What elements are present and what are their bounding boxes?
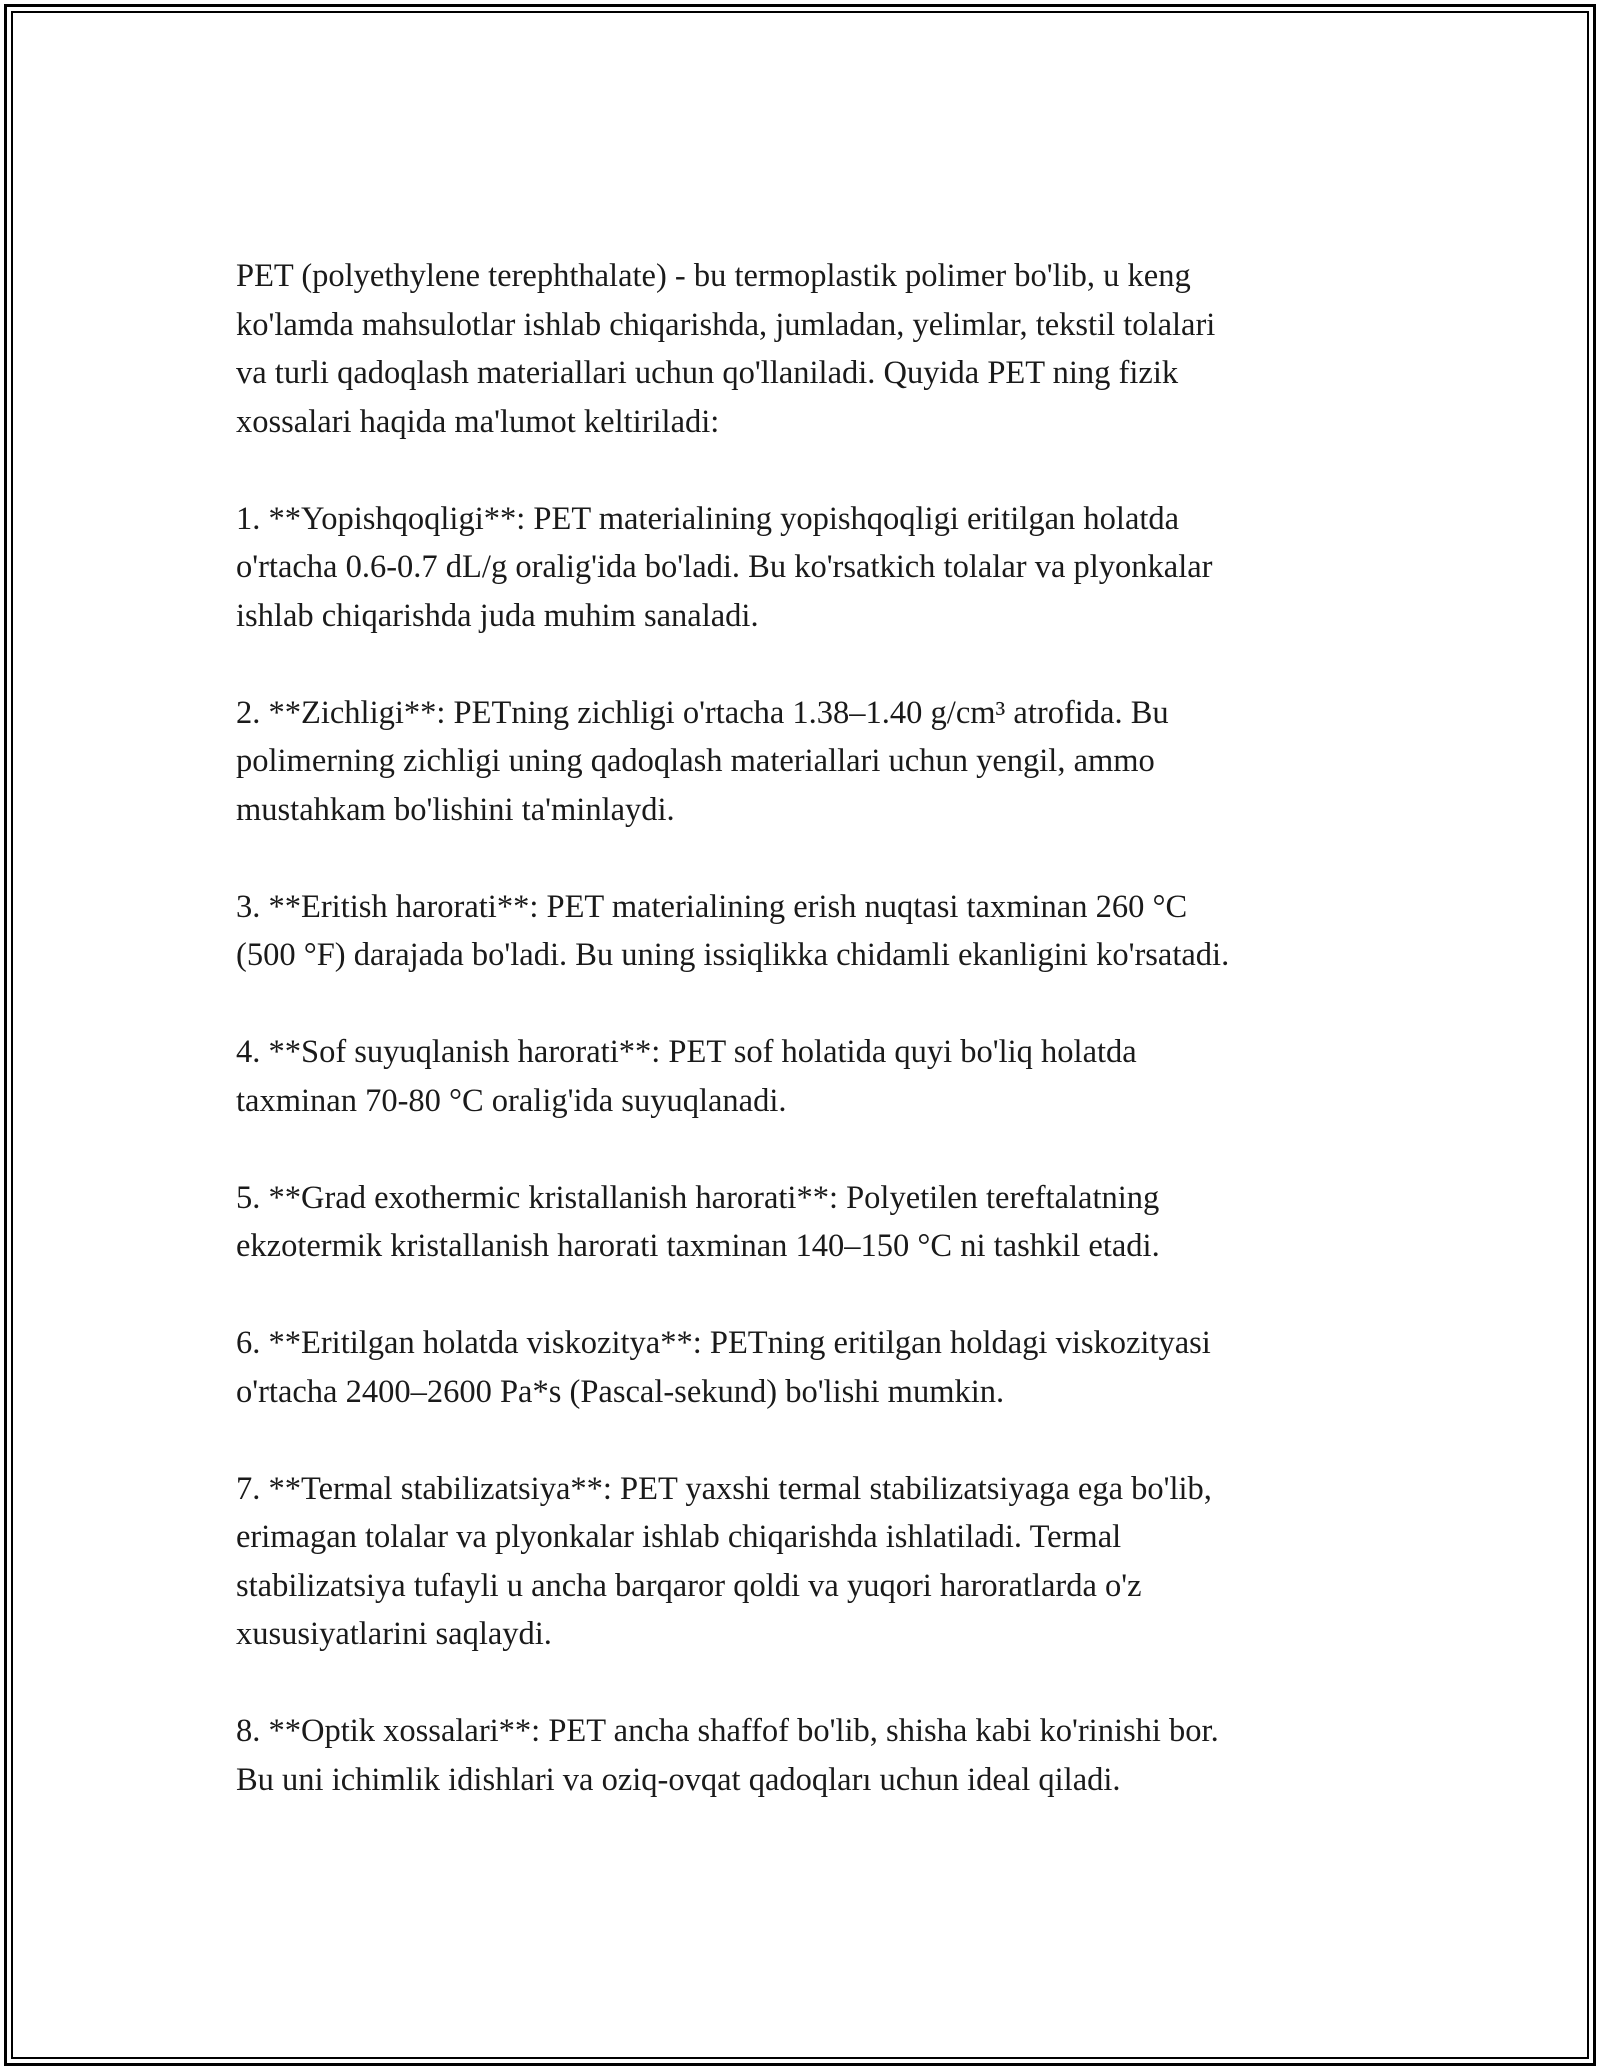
list-item-thermal-stabilization: 7. **Termal stabilizatsiya**: PET yaxshi termal stabilizatsiyaga ega bo'lib, erimagan tolalar va plyonkalar ishlab chiqarishda ishlatiladi. Termal stabilizatsiya tufayli u ancha barqaror qoldi va yuqori haroratlarda o'z xususiyatlarini saqlaydi.: [236, 1470, 1212, 1652]
list-item-melt-viscosity: 6. **Eritilgan holatda viskozitya**: PETning eritilgan holdagi viskozityasi o'rtacha 2400–2600 Pa*s (Pascal-sekund) bo'lishi mumkin.: [236, 1325, 1211, 1410]
list-item-optical-properties: 8. **Optik xossalari**: PET ancha shaffof bo'lib, shisha kabi ko'rinishi bor. Bu uni ichimlik idishlari va oziq-ovqat qadoqları uchun ideal qiladi.: [236, 1713, 1219, 1798]
document-body: [236, 252, 1386, 1853]
list-item-density: 2. **Zichligi**: PETning zichligi o'rtacha 1.38–1.40 g/cm³ atrofida. Bu polimerning zichligi uning qadoqlash materiallari uchun yengil, ammo mustahkam bo'lishini ta'minlaydi.: [236, 694, 1169, 828]
list-item-pure-melting-temperature: 4. **Sof suyuqlanish harorati**: PET sof holatida quyi bo'liq holatda taxminan 70-80 °C oralig'ida suyuqlanadi.: [236, 1034, 1137, 1119]
list-item-crystallization-temperature: 5. **Grad exothermic kristallanish harorati**: Polyetilen tereftalatning ekzotermik kristallanish harorati taxminan 140–150 °C ni tashkil etadi.: [236, 1179, 1160, 1264]
intro-paragraph: PET (polyethylene terephthalate) - bu termoplastik polimer bo'lib, u keng ko'lamda mahsulotlar ishlab chiqarishda, jumladan, yelimlar, tekstil tolalari va turli qadoqlash materiallari uchun qo'llaniladi. Quyida PET ning fizik xossalari haqida ma'lumot keltiriladi:: [236, 258, 1216, 440]
list-item-melting-temperature: 3. **Eritish harorati**: PET materialining erish nuqtasi taxminan 260 °C (500 °F) darajada bo'ladi. Bu uning issiqlikka chidamli ekanligini ko'rsatadi.: [236, 888, 1230, 973]
list-item-viscosity: 1. **Yopishqoqligi**: PET materialining yopishqoqligi eritilgan holatda o'rtacha 0.6-0.7 dL/g oralig'ida bo'ladi. Bu ko'rsatkich tolalar va plyonkalar ishlab chiqarishda juda muhim sanaladi.: [236, 500, 1213, 634]
